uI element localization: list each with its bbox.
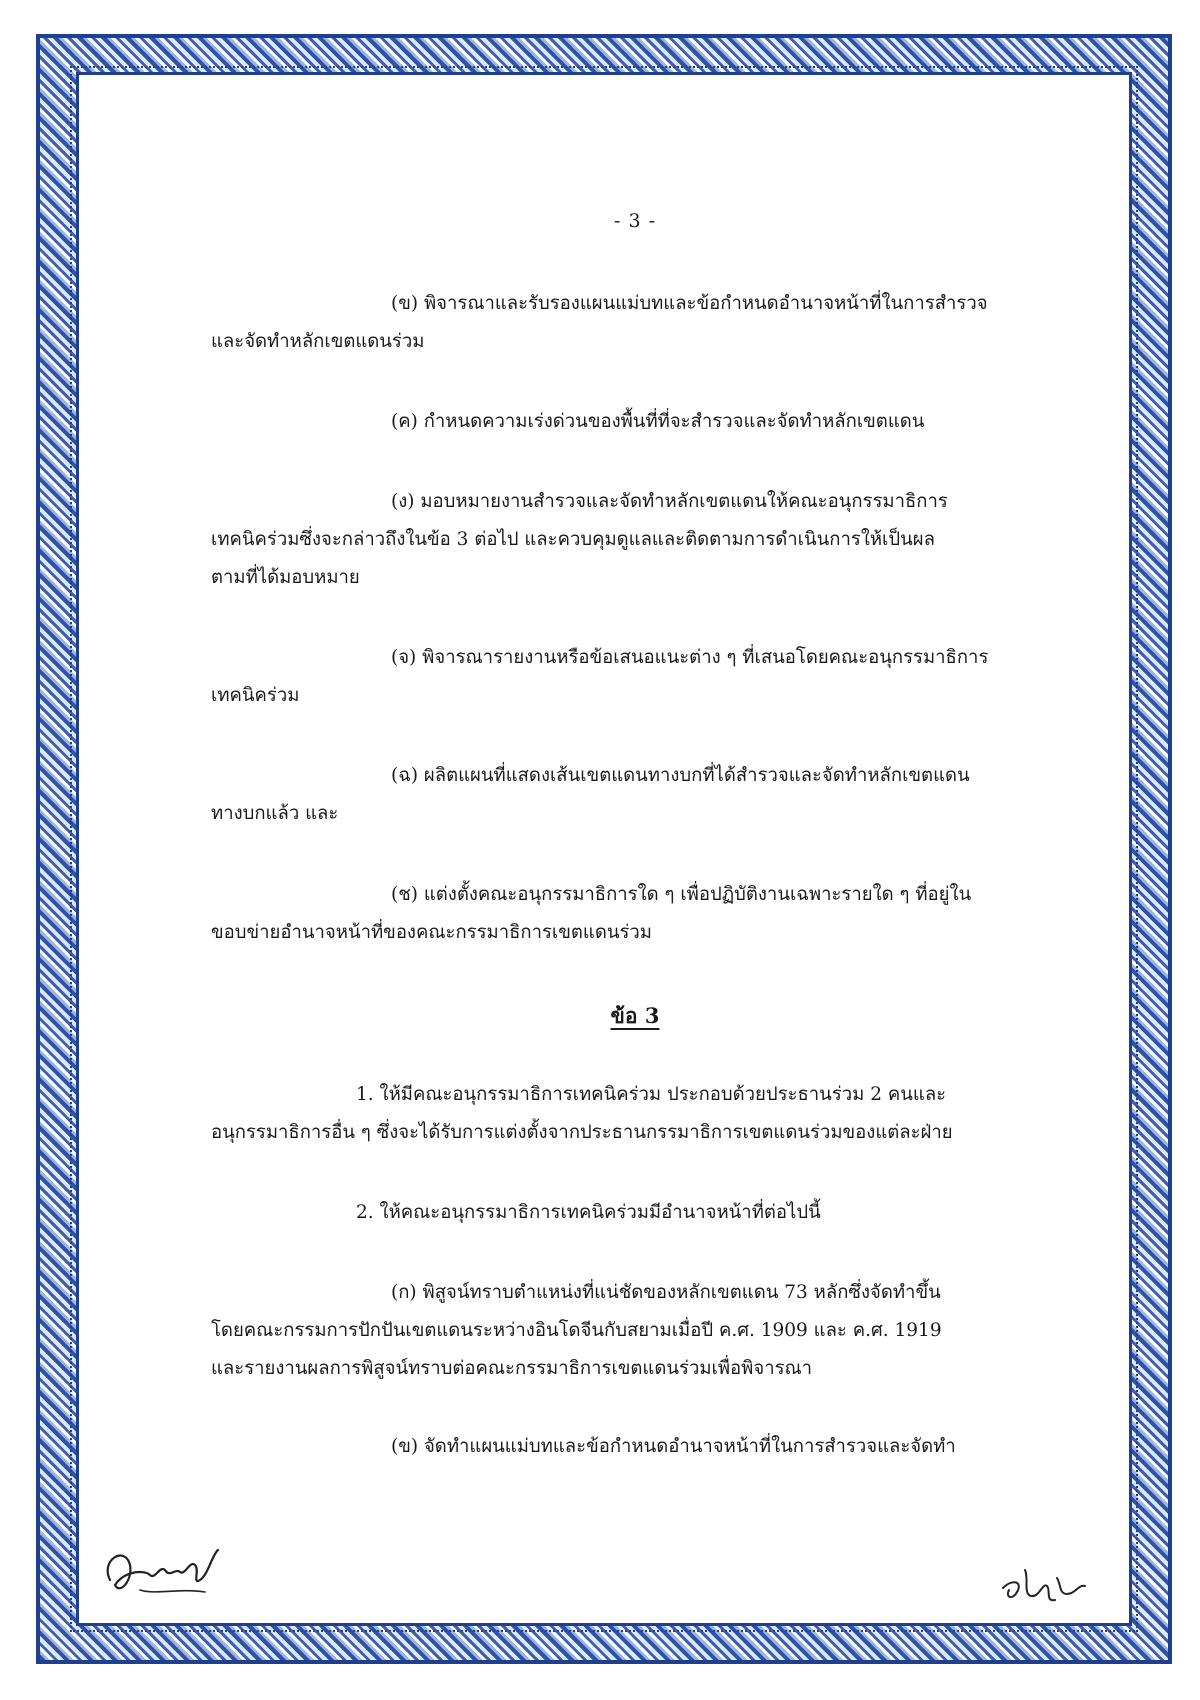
paragraph-k: [211, 1274, 1061, 1388]
signature-right: [995, 1560, 1095, 1619]
paragraph-g-line-1: (ช) แต่งตั้งคณะอนุกรรมาธิการใด ๆ เพื่อปฏิบัติงานเฉพาะรายใด ๆ ที่อยู่ใน: [391, 884, 972, 905]
paragraph-k-line-2: โดยคณะกรรมการปักปันเขตแดนระหว่างอินโดจีนกับสยามเมื่อปี ค.ศ. 1909 และ ค.ศ. 1919: [211, 1320, 942, 1341]
paragraph-k-line-1: (ก) พิสูจน์ทราบตำแหน่งที่แน่ชัดของหลักเขตแดน 73 หลักซึ่งจัดทำขึ้น: [391, 1282, 941, 1303]
paragraph-d: [211, 483, 1061, 597]
paragraph-d-line-2: เทคนิคร่วมซึ่งจะกล่าวถึงในข้อ 3 ต่อไป และควบคุมดูแลและติดตามการดำเนินการให้เป็นผล: [211, 529, 935, 550]
paragraph-kh-line-1: (ข) จัดทำแผนแม่บทและข้อกำหนดอำนาจหน้าที่ในการสำรวจและจัดทำ: [391, 1436, 956, 1457]
paragraph-2: [211, 1194, 1061, 1232]
paragraph-b: [211, 285, 1061, 361]
paragraph-b-line-2: และจัดทำหลักเขตแดนร่วม: [211, 331, 425, 352]
paragraph-1-line-2: อนุกรรมาธิการอื่น ๆ ซึ่งจะได้รับการแต่งตั้งจากประธานกรรมาธิการเขตแดนร่วมของแต่ละฝ่าย: [211, 1122, 953, 1143]
paragraph-f: [211, 757, 1061, 833]
paragraph-2-line-1: 2. ให้คณะอนุกรรมาธิการเทคนิคร่วมมีอำนาจหน้าที่ต่อไปนี้: [356, 1202, 821, 1223]
paragraph-b-line-1: (ข) พิจารณาและรับรองแผนแม่บทและข้อกำหนดอำนาจหน้าที่ในการสำรวจ: [391, 293, 988, 314]
paragraph-e-line-1: (จ) พิจารณารายงานหรือข้อเสนอแนะต่าง ๆ ที่เสนอโดยคณะอนุกรรมาธิการ: [391, 647, 989, 668]
paragraph-c-line-1: (ค) กำหนดความเร่งด่วนของพื้นที่ที่จะสำรวจและจัดทำหลักเขตแดน: [391, 411, 925, 432]
paragraph-1-line-1: 1. ให้มีคณะอนุกรรมาธิการเทคนิคร่วม ประกอบด้วยประธานร่วม 2 คนและ: [356, 1084, 947, 1105]
paragraph-e: [211, 639, 1061, 715]
paragraph-g: [211, 876, 1061, 952]
paragraph-kh: [211, 1428, 1061, 1466]
signature-left: [100, 1540, 230, 1614]
paragraph-1: [211, 1076, 1061, 1152]
page-number: - 3 -: [613, 210, 656, 232]
paragraph-c: [211, 403, 1061, 441]
paragraph-g-line-2: ขอบข่ายอำนาจหน้าที่ของคณะกรรมาธิการเขตแดนร่วม: [211, 922, 653, 943]
paragraph-k-line-3: และรายงานผลการพิสูจน์ทราบต่อคณะกรรมาธิการเขตแดนร่วมเพื่อพิจารณา: [211, 1358, 813, 1379]
paragraph-f-line-1: (ฉ) ผลิตแผนที่แสดงเส้นเขตแดนทางบกที่ได้สำรวจและจัดทำหลักเขตแดน: [391, 765, 970, 786]
article-heading: ข้อ 3: [610, 1003, 660, 1028]
paragraph-d-line-3: ตามที่ได้มอบหมาย: [211, 567, 360, 588]
paragraph-e-line-2: เทคนิคร่วม: [211, 685, 300, 706]
paragraph-f-line-2: ทางบกแล้ว และ: [211, 803, 339, 824]
paragraph-d-line-1: (ง) มอบหมายงานสำรวจและจัดทำหลักเขตแดนให้คณะอนุกรรมาธิการ: [391, 491, 948, 512]
